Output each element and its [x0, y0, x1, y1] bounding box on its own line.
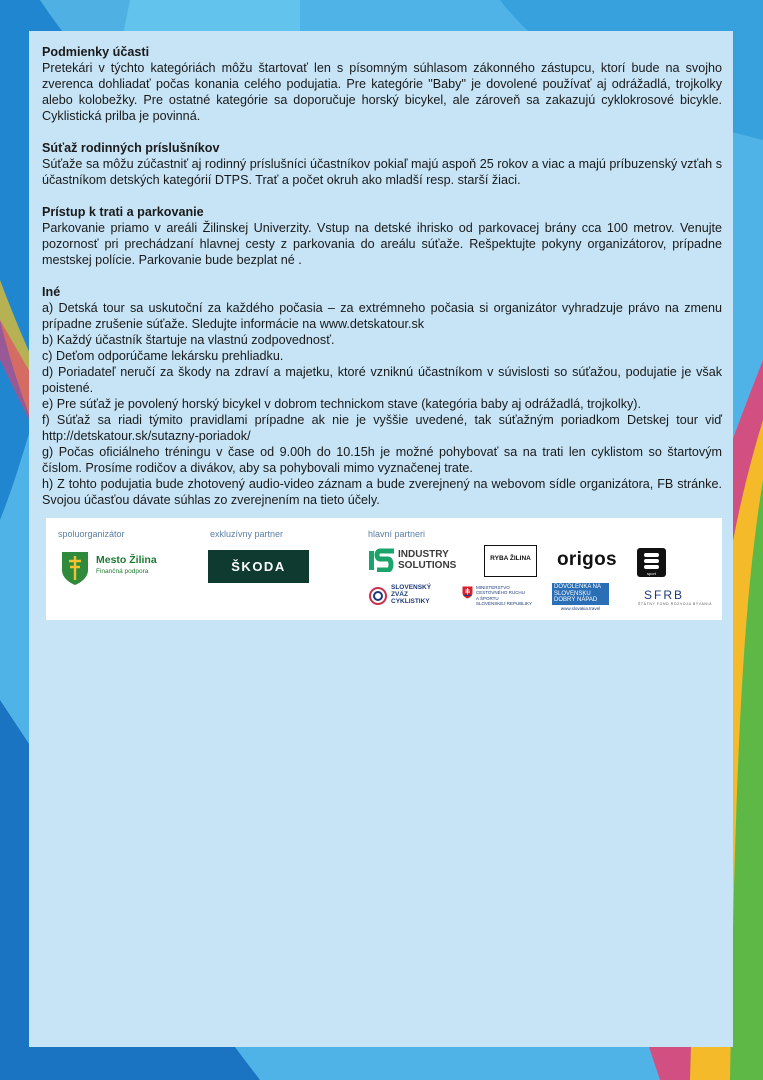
dovolenka-line: DOVOLENKA NA [554, 584, 602, 590]
solutions-line: SOLUTIONS [398, 560, 457, 571]
zilina-subtitle: Finančná podpora [96, 568, 149, 575]
rules-document [42, 44, 722, 524]
industry-line: INDUSTRY [398, 549, 449, 560]
section-text: Parkovanie priamo v areáli Žilinskej Univerzity. Vstup na detské ihrisko od parkovacej brány cca 100 metrov. Venujte pozornosť pri prechádzaní hlavnej cesty z parkovania do areálu súťaže. Rešpektujte pokyny organizátorov, prípadne mestskej polície. Parkovanie bude bezplat né . [42, 221, 722, 267]
skoda-logo [208, 550, 309, 583]
dovolenka-line: SLOVENSKU [554, 590, 591, 597]
origos-logo: origos [557, 549, 617, 570]
sport-logo [637, 548, 666, 577]
section-text: Pretekári v týchto kategóriách môžu štartovať len s písomným súhlasom zákonného zástupcu, ktorí bude na svojho zverenca dohliadať počas konania celého podujatia. Pre kategórie "Baby" je dovolené používať aj odrážadlá, trojkolky alebo kolobežky. Pre ostatné kategórie sa doporučuje horský bicykel, ale zároveň sa zakazujú cyklokrosové bicykle. Cyklistická prilba je povinná. [42, 61, 722, 123]
industry-solutions-logo [368, 548, 468, 574]
szc-line: ZVÄZ [391, 591, 408, 598]
ministry-line: A ŠPORTU [476, 595, 499, 601]
dovolenka-line: DOBRÝ NÁPAD [554, 597, 598, 604]
list-item: f) Súťaž sa riadi týmito pravidlami prípadne ak nie je vyššie uvedené, tak súťažným poriadkom Detskej tour viď http://detskatour.sk/sutazny-poriadok/ [42, 413, 722, 443]
list-item: a) Detská tour sa uskutoční za každého počasia – za extrémneho počasia si organizátor vyhradzuje právo na zmenu prípadne zrušenie súťaže. Sledujte informácie na www.detskatour.sk [42, 301, 722, 331]
zilina-name: Mesto Žilina [96, 554, 157, 566]
exclusive-partner-label: exkluzívny partner [210, 529, 284, 539]
sfrb-subtitle: ŠTÁTNY FOND ROZVOJA BÝVANIA [638, 602, 713, 606]
section-family-competition [42, 140, 722, 188]
section-title: Iné [42, 285, 61, 299]
mesto-zilina-logo [60, 550, 170, 590]
sport-logo-text: sport [647, 571, 656, 576]
list-item: b) Každý účastník štartuje na vlastnú zodpovednosť. [42, 333, 335, 347]
section-title: Prístup k trati a parkovanie [42, 205, 204, 219]
szc-line: CYKLISTIKY [391, 598, 430, 605]
section-title: Podmienky účasti [42, 45, 150, 59]
list-item: g) Počas oficiálneho tréningu v čase od 9.00h do 10.15h je možné pohybovať sa na trati len cyklistom so štartovým číslom. Prosíme rodičov a divákov, aby sa pohybovali mimo vyznačenej trate. [42, 445, 722, 475]
slovak-cycling-union-logo [368, 584, 448, 612]
ministry-text [476, 585, 532, 607]
dovolenka-text [554, 584, 601, 604]
coorganizer-label: spoluorganizátor [58, 529, 125, 539]
slovak-coat-of-arms-icon [462, 586, 473, 599]
slovak-cycling-union-text [391, 584, 431, 605]
section-other [42, 284, 722, 508]
ryba-zilina-logo [484, 545, 537, 577]
dovolenka-na-slovensku-logo [552, 583, 609, 605]
ministry-line: MINISTERSTVO [476, 585, 510, 590]
sponsors-bar [46, 518, 722, 620]
list-item: e) Pre súťaž je povolený horský bicykel v dobrom technickom stave (kategória baby aj odrážadlá, trojkolky). [42, 397, 642, 411]
list-item: d) Poriadateľ neručí za škody na zdraví a majetku, ktoré vzniknú účastníkom v súvislosti so súťažou, podujatie je však poistené. [42, 365, 722, 395]
list-item: h) Z tohto podujatia bude zhotovený audio-video záznam a bude zverejnený na webovom sídle organizátora, FB stránke. Svojou účasťou dávate súhlas zo zverejnením na tieto účely. [42, 477, 722, 507]
ministry-tourism-sport-logo [462, 585, 542, 611]
section-track-access-parking [42, 204, 722, 268]
list-item: c) Deťom odporúčame lekársku prehliadku. [42, 349, 284, 363]
is-mark-icon [368, 548, 396, 572]
dovolenka-url: www.slovakia.travel [560, 606, 601, 611]
ryba-zilina-text: RYBA ŽILINA [490, 555, 531, 562]
sfrb-logo: SFRB [644, 588, 685, 602]
section-text: Súťaže sa môžu zúčastniť aj rodinný príslušníci účastníkov pokiaľ majú aspoň 25 rokov a viac a majú príbuzenský vzťah s účastníkom detských kategórií DTPS. Trať a počet okruh ako mladší resp. starší žiaci. [42, 157, 722, 187]
szc-line: SLOVENSKÝ [391, 584, 432, 591]
main-partners-label: hlavní partneri [368, 529, 426, 539]
industry-solutions-text [398, 549, 456, 571]
section-participation-conditions [42, 44, 722, 124]
sport-mark-icon [637, 548, 666, 577]
ministry-line: CESTOVNÉHO RUCHU [476, 590, 525, 596]
ministry-line: SLOVENSKEJ REPUBLIKY [476, 601, 533, 607]
cycling-wheel-icon [368, 586, 388, 606]
section-title: Súťaž rodinných príslušníkov [42, 141, 220, 155]
skoda-wordmark: ŠKODA [231, 559, 286, 574]
zilina-crest-icon [60, 550, 90, 586]
